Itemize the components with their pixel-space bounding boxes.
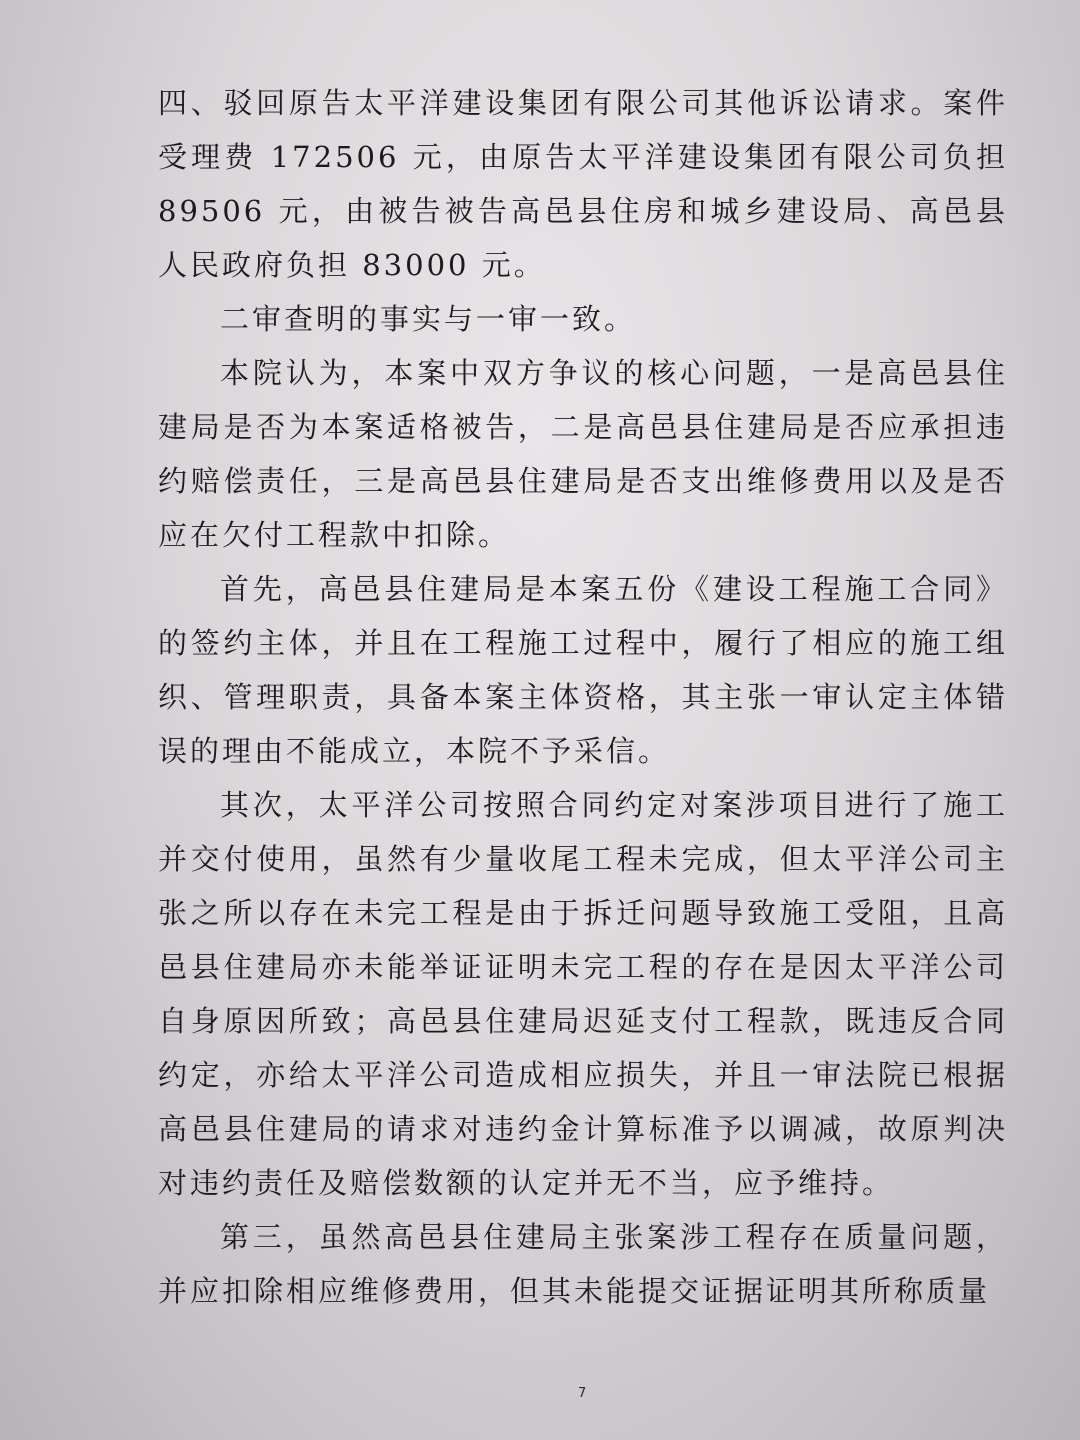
paragraph-court-opinion: 本院认为，本案中双方争议的核心问题，一是高邑县住建局是否为本案适格被告，二是高邑县住建局是否应承担违约赔偿责任，三是高邑县住建局是否支出维修费用以及是否应在欠付工程款中扣除。 xyxy=(158,356,1008,552)
paragraph-second-instance-facts: 二审查明的事实与一审一致。 xyxy=(220,302,637,336)
paragraph-judgment-item-four: 四、驳回原告太平洋建设集团有限公司其他诉讼请求。案件受理费 172506 元，由原告太平洋建设集团有限公司负担 89506 元，由被告被告高邑县住房和城乡建设局、高邑县人民政府负担 83000 元。 xyxy=(158,86,1008,282)
paragraph-second-point: 其次，太平洋公司按照合同约定对案涉项目进行了施工并交付使用，虽然有少量收尾工程未完成，但太平洋公司主张之所以存在未完工程是由于拆迁问题导致施工受阻，且高邑县住建局亦未能举证证明未完工程的存在是因太平洋公司自身原因所致；高邑县住建局迟延支付工程款，既违反合同约定，亦给太平洋公司造成相应损失，并且一审法院已根据高邑县住建局的请求对违约金计算标准予以调减，故原判决对违约责任及赔偿数额的认定并无不当，应予维持。 xyxy=(158,788,1008,1200)
paragraph-third-point: 第三，虽然高邑县住建局主张案涉工程存在质量问题，并应扣除相应维修费用，但其未能提交证据证明其所称质量 xyxy=(158,1220,1008,1308)
document-body xyxy=(158,76,1008,1318)
paragraph-first-point: 首先，高邑县住建局是本案五份《建设工程施工合同》的签约主体，并且在工程施工过程中，履行了相应的施工组织、管理职责，具备本案主体资格，其主张一审认定主体错误的理由不能成立，本院不予采信。 xyxy=(158,572,1008,768)
page-number: 7 xyxy=(578,1386,587,1401)
